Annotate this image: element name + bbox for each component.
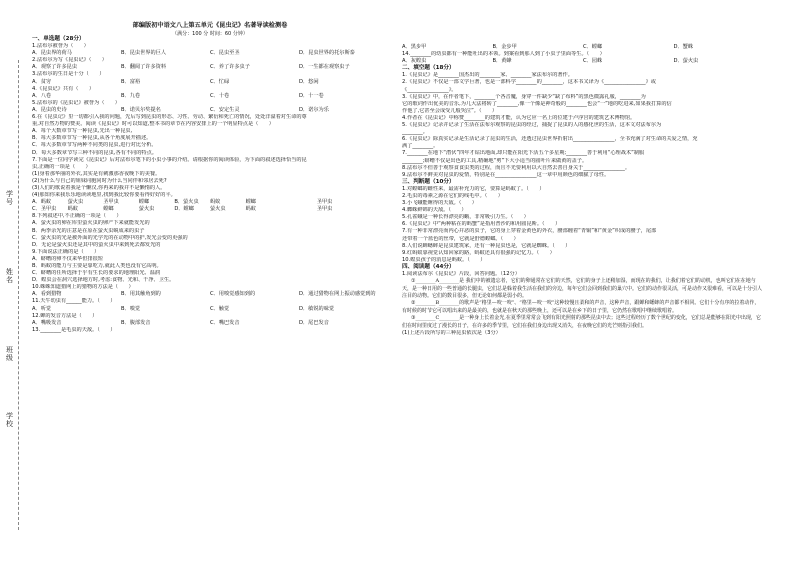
question-line: 9.下面说法正确的是（ ） — [32, 248, 100, 255]
option: B．昆虫世界的巨人 — [121, 50, 167, 57]
option: A．听觉 — [32, 305, 52, 312]
option — [352, 206, 388, 213]
question-line: 7.有一种非常漂亮而内心并恶的虫子，它的身上穿着金黄色的外衣，腰部缠着“青铜”和“黄金”织成的腰子，尾部 — [402, 228, 657, 235]
option: B．翻阅了许多资料 — [121, 64, 167, 71]
answer-options — [32, 93, 388, 100]
option: A．黑步甲 — [402, 44, 427, 50]
question-line: B．蚂蚁的能力与主要是靠吃力,就此人类也没有它高明。 — [32, 263, 162, 269]
question-line: (4)那知你来我乐乐地读读地里,找到我比较你要看得好好的平。 — [32, 192, 176, 199]
option: C．用嗅觉感知到的 — [210, 291, 256, 298]
option: D．十一卷 — [299, 92, 324, 99]
answer-options — [32, 50, 388, 57]
question-line: 13.________是毛虫的天敌。（ ） — [32, 326, 116, 333]
option: 圣甲虫 — [103, 199, 119, 206]
exam-subtitle: （满分：100 分 时间：60 分钟） — [172, 31, 248, 37]
option: A．昆虫界的荷马 — [32, 50, 72, 57]
option: B．金步甲 — [492, 44, 517, 50]
question-line: 3.《昆虫记》中，在作者笔下，________个各音魔，身穿一件缺少“缺了布料”的黑色微露礼服，________为 — [402, 93, 646, 100]
question-line: C．萤火虫的光是被外面的光学光的在动物中的护,发光会变的更强的 — [32, 234, 188, 241]
section-heading: 一、单选题（28分） — [32, 36, 85, 42]
option: 萤火虫 — [138, 206, 155, 213]
question-line: 2.毛虫的毒素之源在它们的线毛中。（ ） — [402, 192, 503, 199]
left-column — [32, 36, 388, 334]
question-line: 9.红蚂蚁靠视觉认知回家的路，蚂蚁还具有很强的记忆力。（ ） — [402, 249, 555, 256]
option: D．悠闲 — [299, 78, 319, 85]
question-line: 8.人们说蝉蟋蟀是昆虫建筑家，还有一种昆虫也是，它就是蜘蛛。（ ） — [402, 242, 571, 249]
question-line: 7.________在地下“潜伏”四年才钻出地面,却只能在阳光下活五个多星期;________善于利用“心理战术”制服 — [402, 150, 645, 157]
question-line: 6.在《昆虫记》里一切都引入我的问题，先后写到昆虫的形态、习性、劳动、繁衍和死亡的情况，处处洋溢着对生命的尊 — [32, 114, 307, 121]
option — [281, 199, 317, 206]
option: D．通过猎物在网上振动感觉到的 — [299, 291, 376, 298]
option — [281, 206, 317, 213]
section-heading: 三、判断题（10分） — [402, 178, 455, 185]
option: C．安定生灵 — [210, 106, 240, 113]
question-line: 8.下列叙述中,不正确的一项是（ ） — [32, 213, 122, 220]
binding-strip — [0, 0, 30, 561]
option: D．萤火虫 — [673, 58, 699, 65]
question-line: ________。 — [402, 129, 428, 136]
option: C．园蛛 — [583, 58, 603, 65]
question-line: ________;蛴螬不仅是出色的工具,精确地“剪”下大小适当的圆叶片来做黄的盖子。 — [402, 157, 588, 164]
option: C．螳螂 — [583, 44, 603, 50]
option: B．九卷 — [121, 92, 141, 99]
side-label-name: 姓名 — [6, 268, 13, 284]
answer-options — [402, 44, 764, 51]
question-line: C．每大多数章节写两种不同类的昆虫,进行对比分析。 — [32, 142, 157, 149]
option: B．嗅觉 — [121, 305, 141, 312]
option: D．敏锐的味觉 — [299, 305, 335, 312]
question-line: 5.《昆虫记》记录并记录了生活在法布尔观察的昆虫的经过，捕捉了昆虫的人的感化世的生活，这本文对法布尔为 — [402, 122, 662, 129]
question-line: 3.小飞蛾能睡得的天敌。（ ） — [402, 200, 477, 207]
option: C．触觉 — [210, 305, 230, 312]
answer-options — [32, 306, 388, 313]
question-line: A．每个大数章节写一种昆虫,先出一种昆虫, — [32, 128, 133, 135]
question-line: 重,对自然万物的赞美。阅读《昆虫记》时可以知道,整本书的章节在内容安排上的一个明显特点是（ ） — [32, 121, 274, 128]
question-line: 满了________。 — [402, 143, 439, 150]
exam-title: 部编版初中语文八上第五单元《昆虫记》名著导读检测卷 — [132, 22, 288, 29]
option: 圣甲虫 — [316, 206, 333, 213]
option: D．尾巴发音 — [299, 319, 329, 326]
question-line: 6.《昆虫记》除真实记录是生活记录了昆虫的生活，还透过昆虫世界折射出________________，全书充满了对生命的关爱之情，充 — [402, 136, 698, 143]
question-line: 12.蝉的发音方法是（ ） — [32, 312, 98, 319]
option: D．蟹蛛 — [673, 44, 694, 50]
question-line: B．两季余光的注意是在原在萤火虫蜕成来的虫子 — [32, 227, 145, 234]
question-line: A．蛴螬的卵不仅来华但排很短 — [32, 255, 103, 262]
question-line: 10.蛛蛛知道猎网上的猎物的方法是（ ） — [32, 284, 134, 291]
option: A．昆虫的史诗 — [32, 106, 67, 113]
question-line: 1.阅读法布尔《昆虫记》片段，回答问题。（12分） — [402, 271, 520, 277]
reading-paragraph: ①________A________是 我们中的被遗忘者，它们的卵通常在它们的天然，它们的身子上还稍加湿，而现在的我们，让我们着它们的动机，也叫它们在在地与天，是一种日用的一些普通的长腿虫，它们总是躲着我生活在我们的旁边，每年它们会回到我们的巢穴中。它们的动作很灵活，可是动作又很难看，可以是十分引人注目的动物。它们的数目很多，但无论如何都是弱小的。 — [402, 278, 763, 299]
option: C．昆虫至圣 — [210, 50, 240, 57]
option: D．一生都在观察虫子 — [299, 64, 350, 71]
section-heading: 二、填空题（18分） — [402, 65, 455, 72]
right-column — [402, 44, 764, 337]
question-line: (1)上述片段所写的三种昆虫依次是（3分） — [402, 329, 501, 336]
question-line: 1.对螳螂的雌性来，最需补充力的它，要算是蚂蚁了。（ ） — [402, 185, 545, 192]
option: A．观察了许多昆虫 — [32, 64, 78, 71]
question-line: 还带着一个蓝色的丝带，它就是舒德螳螂。（ ） — [402, 235, 519, 242]
question-line: C．蛴螬的任所选择于乎有生长的要求的地理阳光、温润 — [32, 270, 161, 277]
answer-options — [32, 291, 388, 298]
option: D．昆虫世界的托尔斯泰 — [299, 50, 355, 57]
question-line: (2)为什么与自己的姐妹同胞同时为什么当同伴和邻居去死? — [32, 177, 167, 184]
question-line: 虫,正确的一项是（ ） — [32, 163, 91, 170]
question-line: 8.法布尔不但善于观察食食虫类的过程，而且不光要利用以大自然去善自身关于________________。 — [402, 164, 631, 171]
question-line: B．每大多数章节写一种昆虫,从各个角度展开描述。 — [32, 135, 152, 142]
side-label-class: 班级 — [6, 346, 13, 362]
option: C．养了许多虫子 — [210, 64, 250, 71]
answer-grid — [32, 206, 388, 213]
option: B．用其触角到的 — [121, 291, 161, 298]
answer-options — [32, 107, 388, 114]
question-line: 4.《昆虫记》共有（ ） — [32, 85, 95, 92]
question-line: 5.孔雀蛾是一种长得漂亮的蛾，非常吸引力生。（ ） — [402, 214, 529, 221]
question-line: 4.作者在《昆虫记》中称赞________的建筑才能，认为它应一名上的位建于卢浮宫的建筑艺术博物馆。 — [402, 114, 636, 121]
option: B．诺贝尔奖提名 — [121, 106, 161, 113]
option: C．圣甲虫 — [32, 206, 57, 213]
option: 萤火虫 — [209, 206, 226, 213]
option: B．富裕 — [121, 78, 141, 85]
question-line: (3)人们的歌说着我是个懒汉,你再来的我并不是懒惰的人。 — [32, 184, 166, 191]
option: C．嘴巴发音 — [210, 319, 240, 326]
option: 蚂蚁 — [245, 206, 256, 213]
option: 螳螂 — [245, 199, 256, 206]
question-line: 10.蝗虫孩子的消息是蚂蚁。（ ） — [402, 256, 486, 263]
option: B．黄蜂 — [492, 58, 512, 65]
answer-options — [402, 58, 764, 65]
option: 蚂蚁 — [209, 199, 221, 206]
option — [352, 199, 388, 206]
answer-options — [32, 320, 388, 327]
reading-paragraph: ②________B________的歌声是“格里—咬一咬”、“格里—咬一咬”这种较慢且柔和的声音，这种声音，跟蝉和蟋蟀的声音都不相同。它们十分有序的拉着动作，有时候的时节它可以唱出来的是最美的，也就是在秋天的那些晚上，还可以是在乡下的日子里，它仍然在歌唱中继续歌唱着。 — [402, 300, 760, 314]
question-line: 1.《昆虫记》是________国杰出的________家、________家法布尔的著作。 — [402, 72, 573, 79]
question-line: 《________________》。 — [402, 86, 457, 93]
question-line: 它的歌词作出优美的音乐,为几大法将转了________,像一个像是神奇般的________也会“一”地的吃进来,如果我打算的信 — [402, 100, 672, 107]
option: 萤火虫 — [67, 199, 84, 206]
answer-options — [32, 64, 388, 71]
question-line: 1.法布尔被誉为（ ） — [32, 43, 89, 50]
option: 螳螂 — [138, 199, 150, 206]
question-line: 14.________的幼虫都有一种能吐出的本领。到案看到那人到了小虫子里面等生。（ ） — [402, 51, 605, 58]
side-label-student-number: 学号 — [6, 190, 13, 206]
question-line: 9.法布尔不鲜美对昆虫的爱情，特别是在________________这一章中用颜色的细腻了母性。 — [402, 171, 610, 178]
question-line: (1)身着那华丽的外衣,其实是有刺激那香夜晚下的美餐。 — [32, 170, 161, 177]
question-line: D．蝗虫会在洞穴选择地方时,考虑:食物、光和、干净、卫生。 — [32, 277, 175, 284]
option: A．看到猎物 — [32, 291, 62, 298]
option: 螳螂 — [103, 206, 114, 213]
question-line: 作他了,它甚至会成受儿般哭泣”。（ ） — [402, 107, 498, 114]
option: D．螳螂 — [174, 206, 194, 213]
question-line: 2.《昆虫记》不仅是一部文学巨著，也是一部科学________的________，这本书又译为《________________》或 — [402, 79, 656, 86]
question-line: 6.《昆虫记》中“两种粘在的蚂蟹”是指用普沙的和用圆昆斯。（ ） — [402, 221, 561, 228]
question-line: 4.蜘蛛鲜锦的天敌。（ ） — [402, 207, 467, 214]
option: A．贫穷 — [32, 78, 52, 85]
option: B．萤火虫 — [174, 199, 199, 206]
question-line: D．无论是萤火虫还是其中的萤火虫中来到死去都发光的 — [32, 241, 161, 248]
option: C．忙碌 — [210, 78, 230, 85]
option: A．灰蝗虫 — [402, 58, 427, 65]
option: A．嘴吸发音 — [32, 319, 62, 326]
reading-paragraph: ③________C________是一种身上长着金光,在夏季里常常会飞到有阳光照射的那些昆虫中去；这些过程经历了数个世纪的变化，它们总是能够在阳光中出现，它们在时间里度过了漫长的日子，在许多的季节里，它们在我们身边出现又消失，在夜晚它们的光芒则指引我们。 — [402, 315, 761, 329]
option: D．诺尔为乐 — [299, 106, 329, 113]
option: A．八卷 — [32, 92, 52, 99]
question-line: 2.法布尔为写《昆虫记》（ ） — [32, 57, 107, 64]
question-line: A．萤火虫的卵在库里萤火虫的卵产下来就能发光的 — [32, 220, 150, 227]
option: C．十卷 — [210, 92, 230, 99]
option: 蚂蚁 — [67, 206, 78, 213]
side-label-school: 学校 — [6, 412, 13, 428]
question-line: 5.法布尔的《昆虫记》被誉为（ ） — [32, 99, 120, 106]
answer-options — [32, 79, 388, 86]
option: B．腹部发音 — [121, 319, 151, 326]
question-line: D．每大多数章节写三种不同的昆虫,各有不同的特点。 — [32, 149, 157, 156]
question-line: 3.法布尔的生日是十分（ ） — [32, 71, 105, 78]
question-line: 7.下面是一位同学读完《昆虫记》后对法布尔笔下的小虫小事的介绍。请根据你的阅读体验，为下面的叙述选择恰当的昆 — [32, 156, 307, 163]
binding-dashed-line — [18, 60, 19, 530]
option: 圣甲虫 — [316, 199, 333, 206]
section-heading: 四、阅读题（44分） — [402, 263, 455, 270]
question-line: 11.天牛幼虫有______能力。（ ） — [32, 298, 116, 305]
option: A．蚂蚁 — [32, 199, 52, 206]
